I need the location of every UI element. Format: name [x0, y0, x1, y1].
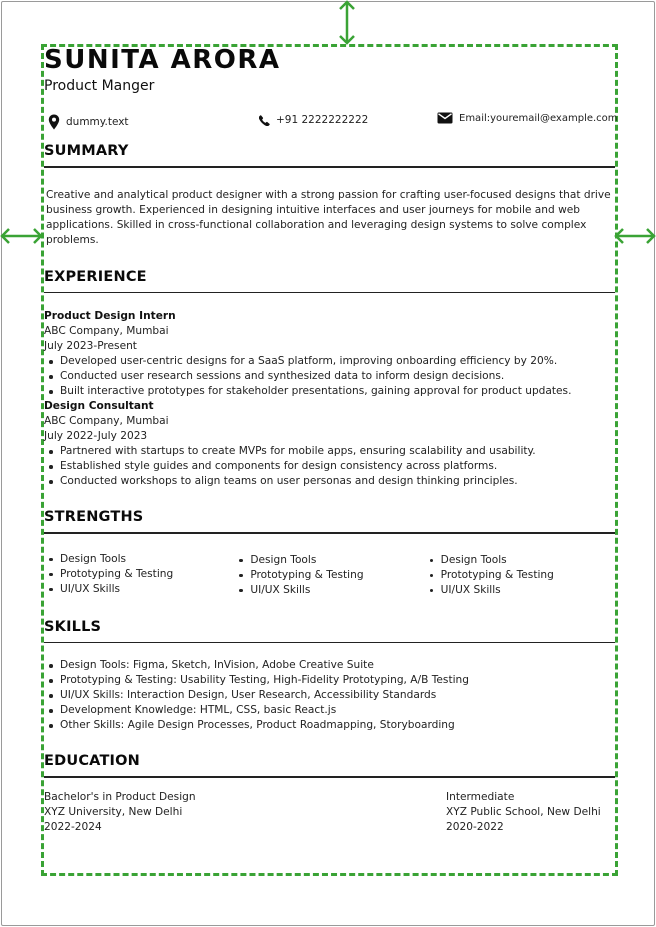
contact-email: [437, 112, 618, 124]
experience-title: EXPERIENCE: [44, 268, 147, 285]
phone-icon: [259, 115, 270, 126]
section-divider: [44, 642, 615, 644]
list-item: UI/UX Skills: [238, 583, 424, 598]
list-item: UI/UX Skills: [429, 583, 615, 598]
strengths-section: [44, 508, 615, 598]
education-entry: [44, 790, 196, 835]
list-item: UI/UX Skills: [48, 582, 234, 597]
list-item: Conducted workshops to align teams on user personas and design thinking principles.: [48, 474, 615, 489]
list-item: Partnered with startups to create MVPs for mobile apps, ensuring scalability and usability.: [48, 444, 615, 459]
job-bullets: [44, 444, 615, 489]
education-school: XYZ University, New Delhi: [44, 805, 183, 818]
list-item: Design Tools: [48, 552, 234, 567]
list-item: Conducted user research sessions and synthesized data to inform design decisions.: [48, 369, 615, 384]
contact-row: [44, 112, 618, 136]
list-item: Design Tools: [238, 553, 424, 568]
vertical-margin-arrow-icon: [337, 0, 357, 46]
summary-title: SUMMARY: [44, 143, 129, 159]
contact-phone: [259, 114, 368, 126]
job-title: Product Design Intern: [44, 310, 176, 322]
email-text: Email:youremail@example.com: [459, 112, 618, 124]
skills-section: [44, 618, 615, 734]
list-item: UI/UX Skills: Interaction Design, User Research, Accessibility Standards: [48, 688, 615, 703]
section-divider: [44, 166, 615, 168]
resume-content: [44, 45, 618, 838]
strengths-grid: [44, 552, 615, 598]
education-years: 2022-2024: [44, 820, 102, 833]
education-title: EDUCATION: [44, 753, 141, 769]
strengths-title: STRENGTHS: [44, 509, 144, 525]
experience-section: [44, 268, 615, 490]
education-school: XYZ Public School, New Delhi: [446, 805, 601, 818]
contact-location: [48, 114, 129, 130]
phone-text: +91 2222222222: [276, 114, 369, 126]
strengths-column: [234, 553, 424, 598]
section-divider: [44, 292, 615, 294]
strengths-column: [425, 553, 615, 598]
job-dates: July 2023-Present: [44, 340, 137, 352]
list-item: Built interactive prototypes for stakeholder presentations, gaining approval for product updates.: [48, 384, 615, 399]
list-item: Prototyping & Testing: [238, 568, 424, 583]
job-company: ABC Company, Mumbai: [44, 415, 169, 427]
education-section: [44, 752, 615, 838]
list-item: Prototyping & Testing: Usability Testing, High-Fidelity Prototyping, A/B Testing: [48, 673, 615, 688]
job-entry: [44, 309, 615, 399]
education-years: 2020-2022: [446, 820, 504, 833]
job-title: Design Consultant: [44, 400, 154, 412]
strengths-column: [44, 552, 234, 598]
left-margin-arrow-icon: [0, 226, 44, 246]
right-margin-arrow-icon: [614, 226, 656, 246]
list-item: Design Tools: [429, 553, 615, 568]
skills-list: [44, 658, 615, 733]
experience-list: [44, 309, 615, 489]
section-divider: [44, 532, 615, 534]
location-text: dummy.text: [66, 116, 129, 128]
education-degree: Bachelor's in Product Design: [44, 790, 196, 803]
list-item: Prototyping & Testing: [48, 567, 234, 582]
list-item: Design Tools: Figma, Sketch, InVision, Adobe Creative Suite: [48, 658, 615, 673]
job-company: ABC Company, Mumbai: [44, 325, 169, 337]
summary-text: Creative and analytical product designer with a strong passion for crafting user-focused designs that drive business growth. Experienced in designing intuitive interfaces and user journeys for mobile and web applications. Skilled in cross-functional collaboration and leveraging design systems to solve complex problems.: [46, 188, 611, 246]
job-bullets: [44, 354, 615, 399]
education-entry: [446, 790, 601, 835]
candidate-role: Product Manger: [44, 78, 155, 94]
list-item: Development Knowledge: HTML, CSS, basic React.js: [48, 703, 615, 718]
mail-icon: [437, 112, 453, 124]
list-item: Prototyping & Testing: [429, 568, 615, 583]
education-degree: Intermediate: [446, 790, 515, 803]
candidate-name: SUNITA ARORA: [44, 45, 281, 75]
section-divider: [44, 776, 615, 778]
list-item: Developed user-centric designs for a SaaS platform, improving onboarding efficiency by 20%.: [48, 354, 615, 369]
summary-section: [44, 142, 615, 248]
location-pin-icon: [48, 114, 60, 130]
skills-title: SKILLS: [44, 618, 102, 635]
list-item: Established style guides and components for design consistency across platforms.: [48, 459, 615, 474]
job-entry: [44, 399, 615, 489]
list-item: Other Skills: Agile Design Processes, Product Roadmapping, Storyboarding: [48, 718, 615, 733]
education-row: [44, 790, 615, 838]
job-dates: July 2022-July 2023: [44, 430, 148, 442]
